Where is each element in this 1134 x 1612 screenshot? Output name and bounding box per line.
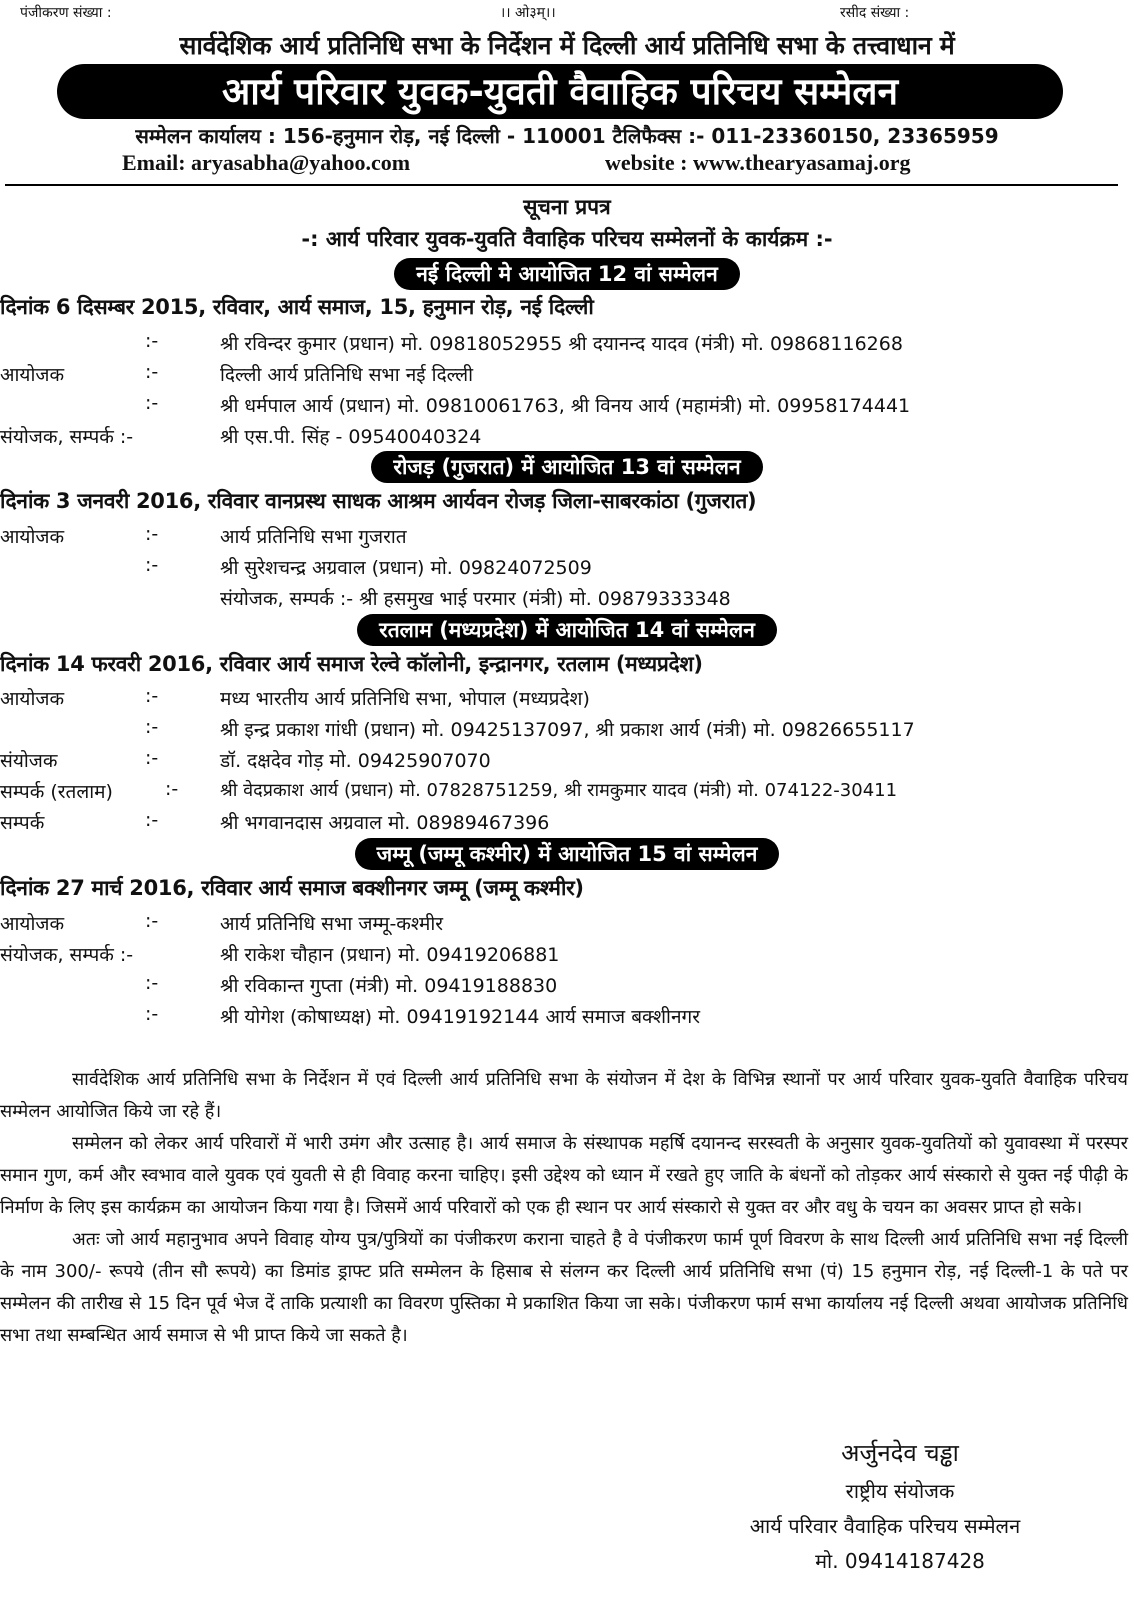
row-value: आर्य प्रतिनिधि सभा जम्मू-कश्मीर (220, 913, 444, 935)
row-value: श्री इन्द्र प्रकाश गांधी (प्रधान) मो. 09425137097, श्री प्रकाश आर्य (मंत्री) मो. 09826655117 (220, 719, 915, 741)
row-value: श्री रविन्दर कुमार (प्रधान) मो. 09818052955 श्री दयानन्द यादव (मंत्री) मो. 09868116268 (220, 333, 903, 355)
event-pill: जम्मू (जम्मू कश्मीर) में आयोजित 15 वां सम्मेलन (355, 838, 780, 870)
row-value: संयोजक, सम्पर्क :- श्री हसमुख भाई परमार (मंत्री) मो. 09879333348 (220, 588, 731, 610)
paragraph: अतः जो आर्य महानुभाव अपने विवाह योग्य पुत्र/पुत्रियों का पंजीकरण कराना चाहते है वे पंजीकरण फार्म पूर्ण विवरण के साथ दिल्ली आर्य प्रतिनिधि सभा नई दिल्ली के नाम 300/- रूपये (तीन सौ रूपये) का डिमांड ड्राफ्ट प्रति सम्मेलन के हिसाब से संलग्न कर दिल्ली आर्य प्रतिनिधि सभा (पं) 15 हनुमान रोड़, नई दिल्ली-1 के पते पर सम्मेलन की तारीख से 15 दिन पूर्व भेज दें ताकि प्रत्याशी का विवरण पुस्तिका मे प्रकाशित किया जा सके। पंजीकरण फार्म सभा कार्यालय नई दिल्ली अथवा आयोजक प्रतिनिधि सभा तथा सम्बन्धित आर्य समाज से भी प्राप्त किये जा सकते है। (0, 1229, 1128, 1346)
row-value: श्री सुरेशचन्द्र अग्रवाल (प्रधान) मो. 09824072509 (220, 557, 592, 579)
row-label: आयोजक (0, 526, 65, 548)
signatory-title: राष्ट्रीय संयोजक (845, 1479, 955, 1503)
row-value: मध्य भारतीय आर्य प्रतिनिधि सभा, भोपाल (मध्यप्रदेश) (220, 688, 590, 710)
event-pill: नई दिल्ली मे आयोजित 12 वां सम्मेलन (394, 258, 739, 290)
program-title: -: आर्य परिवार युवक-युवति वैवाहिक परिचय सम्मेलनों के कार्यक्रम :- (301, 227, 833, 251)
title-banner: आर्य परिवार युवक-युवती वैवाहिक परिचय सम्मेलन (57, 64, 1063, 119)
header-divider (5, 184, 1118, 186)
body-text (0, 1064, 1128, 1352)
row-label: सम्पर्क (रतलाम) (0, 781, 113, 803)
event-pill: रोजड़ (गुजरात) में आयोजित 13 वां सम्मेलन (371, 451, 762, 483)
row-separator: :- (145, 685, 159, 707)
paragraph: सार्वदेशिक आर्य प्रतिनिधि सभा के निर्देशन में एवं दिल्ली आर्य प्रतिनिधि सभा के संयोजन में देश के विभिन्न स्थानों पर आर्य परिवार युवक-युवति वैवाहिक परिचय सम्मेलन आयोजित किये जा रहे हैं। (0, 1069, 1128, 1122)
direction-line: सार्वदेशिक आर्य प्रतिनिधि सभा के निर्देशन में दिल्ली आर्य प्रतिनिधि सभा के तत्त्वाधान में (179, 31, 955, 60)
event-date-line: दिनांक 27 मार्च 2016, रविवार आर्य समाज बक्शीनगर जम्मू (जम्मू कश्मीर) (0, 876, 584, 900)
row-value: श्री राकेश चौहान (प्रधान) मो. 09419206881 (220, 944, 560, 966)
website-text: website : www.thearyasamaj.org (605, 150, 911, 175)
registration-number-label: पंजीकरण संख्या : (20, 5, 112, 21)
row-label: आयोजक (0, 913, 65, 935)
row-value: श्री वेदप्रकाश आर्य (प्रधान) मो. 07828751259, श्री रामकुमार यादव (मंत्री) मो. 074122-30411 (220, 780, 898, 801)
row-separator: :- (145, 361, 159, 383)
signatory-org: आर्य परिवार वैवाहिक परिचय सम्मेलन (749, 1514, 1021, 1538)
office-address: सम्मेलन कार्यालय : 156-हनुमान रोड़, नई दिल्ली - 110001 टैलिफैक्स :- 011-23360150, 23365959 (135, 124, 999, 148)
notice-title: सूचना प्रपत्र (523, 195, 611, 219)
receipt-number-label: रसीद संख्या : (840, 5, 910, 21)
row-label: आयोजक (0, 688, 65, 710)
row-label: आयोजक (0, 364, 65, 386)
row-label: सम्पर्क (0, 812, 45, 834)
row-separator: :- (145, 716, 159, 738)
row-value: दिल्ली आर्य प्रतिनिधि सभा नई दिल्ली (220, 364, 474, 386)
paragraph: सम्मेलन को लेकर आर्य परिवारों में भारी उमंग और उत्साह है। आर्य समाज के संस्थापक महर्षि दयानन्द सरस्वती के अनुसार युवक-युवतियों को युवावस्था में परस्पर समान गुण, कर्म और स्वभाव वाले युवक एवं युवती से ही विवाह करना चाहिए। इसी उद्देश्य को ध्यान में रखते हुए जाति के बंधनों को तोड़कर आर्य संस्कारो से युक्त नई पीढ़ी के निर्माण के लिए इस कार्यक्रम का आयोजन किया गया है। जिसमें आर्य परिवारों को एक ही स्थान पर आर्य संस्कारो से युक्त वर और वधु के चयन का अवसर प्राप्त हो सके। (0, 1133, 1128, 1218)
row-label: संयोजक, सम्पर्क :- (0, 426, 134, 448)
row-label: संयोजक (0, 750, 58, 772)
signatory-name: अर्जुनदेव चड्ढा (841, 1439, 959, 1467)
row-separator: :- (145, 392, 159, 414)
row-separator: :- (145, 809, 159, 831)
row-separator: :- (145, 523, 159, 545)
row-separator: :- (145, 554, 159, 576)
row-separator: :- (145, 1003, 159, 1025)
event-pill: रतलाम (मध्यप्रदेश) में आयोजित 14 वां सम्मेलन (357, 614, 777, 646)
row-value: श्री योगेश (कोषाध्यक्ष) मो. 09419192144 आर्य समाज बक्शीनगर (220, 1006, 700, 1028)
event-date-line: दिनांक 14 फरवरी 2016, रविवार आर्य समाज रेल्वे कॉलोनी, इन्द्रानगर, रतलाम (मध्यप्रदेश) (0, 652, 703, 676)
row-value: श्री धर्मपाल आर्य (प्रधान) मो. 09810061763, श्री विनय आर्य (महामंत्री) मो. 09958174441 (220, 395, 911, 417)
row-value: डॉ. दक्षदेव गोड़ मो. 09425907070 (220, 750, 491, 772)
signatory-phone: मो. 09414187428 (815, 1549, 985, 1573)
row-separator: :- (145, 747, 159, 769)
row-label: संयोजक, सम्पर्क :- (0, 944, 134, 966)
event-date-line: दिनांक 6 दिसम्बर 2015, रविवार, आर्य समाज, 15, हनुमान रोड़, नई दिल्ली (0, 295, 594, 319)
row-separator: :- (145, 910, 159, 932)
event-date-line: दिनांक 3 जनवरी 2016, रविवार वानप्रस्थ साधक आश्रम आर्यवन रोजड़ जिला-साबरकांठा (गुजरात) (0, 489, 757, 513)
om-symbol: ।। ओ३म्।। (500, 5, 556, 21)
row-value: श्री एस.पी. सिंह - 09540040324 (220, 426, 482, 448)
row-value: श्री भगवानदास अग्रवाल मो. 08989467396 (220, 812, 550, 834)
row-separator: :- (145, 330, 159, 352)
email-text: Email: aryasabha@yahoo.com (122, 150, 411, 175)
row-separator: :- (145, 972, 159, 994)
row-value: आर्य प्रतिनिधि सभा गुजरात (220, 526, 407, 548)
row-separator: :- (165, 778, 179, 800)
row-value: श्री रविकान्त गुप्ता (मंत्री) मो. 09419188830 (220, 975, 558, 997)
